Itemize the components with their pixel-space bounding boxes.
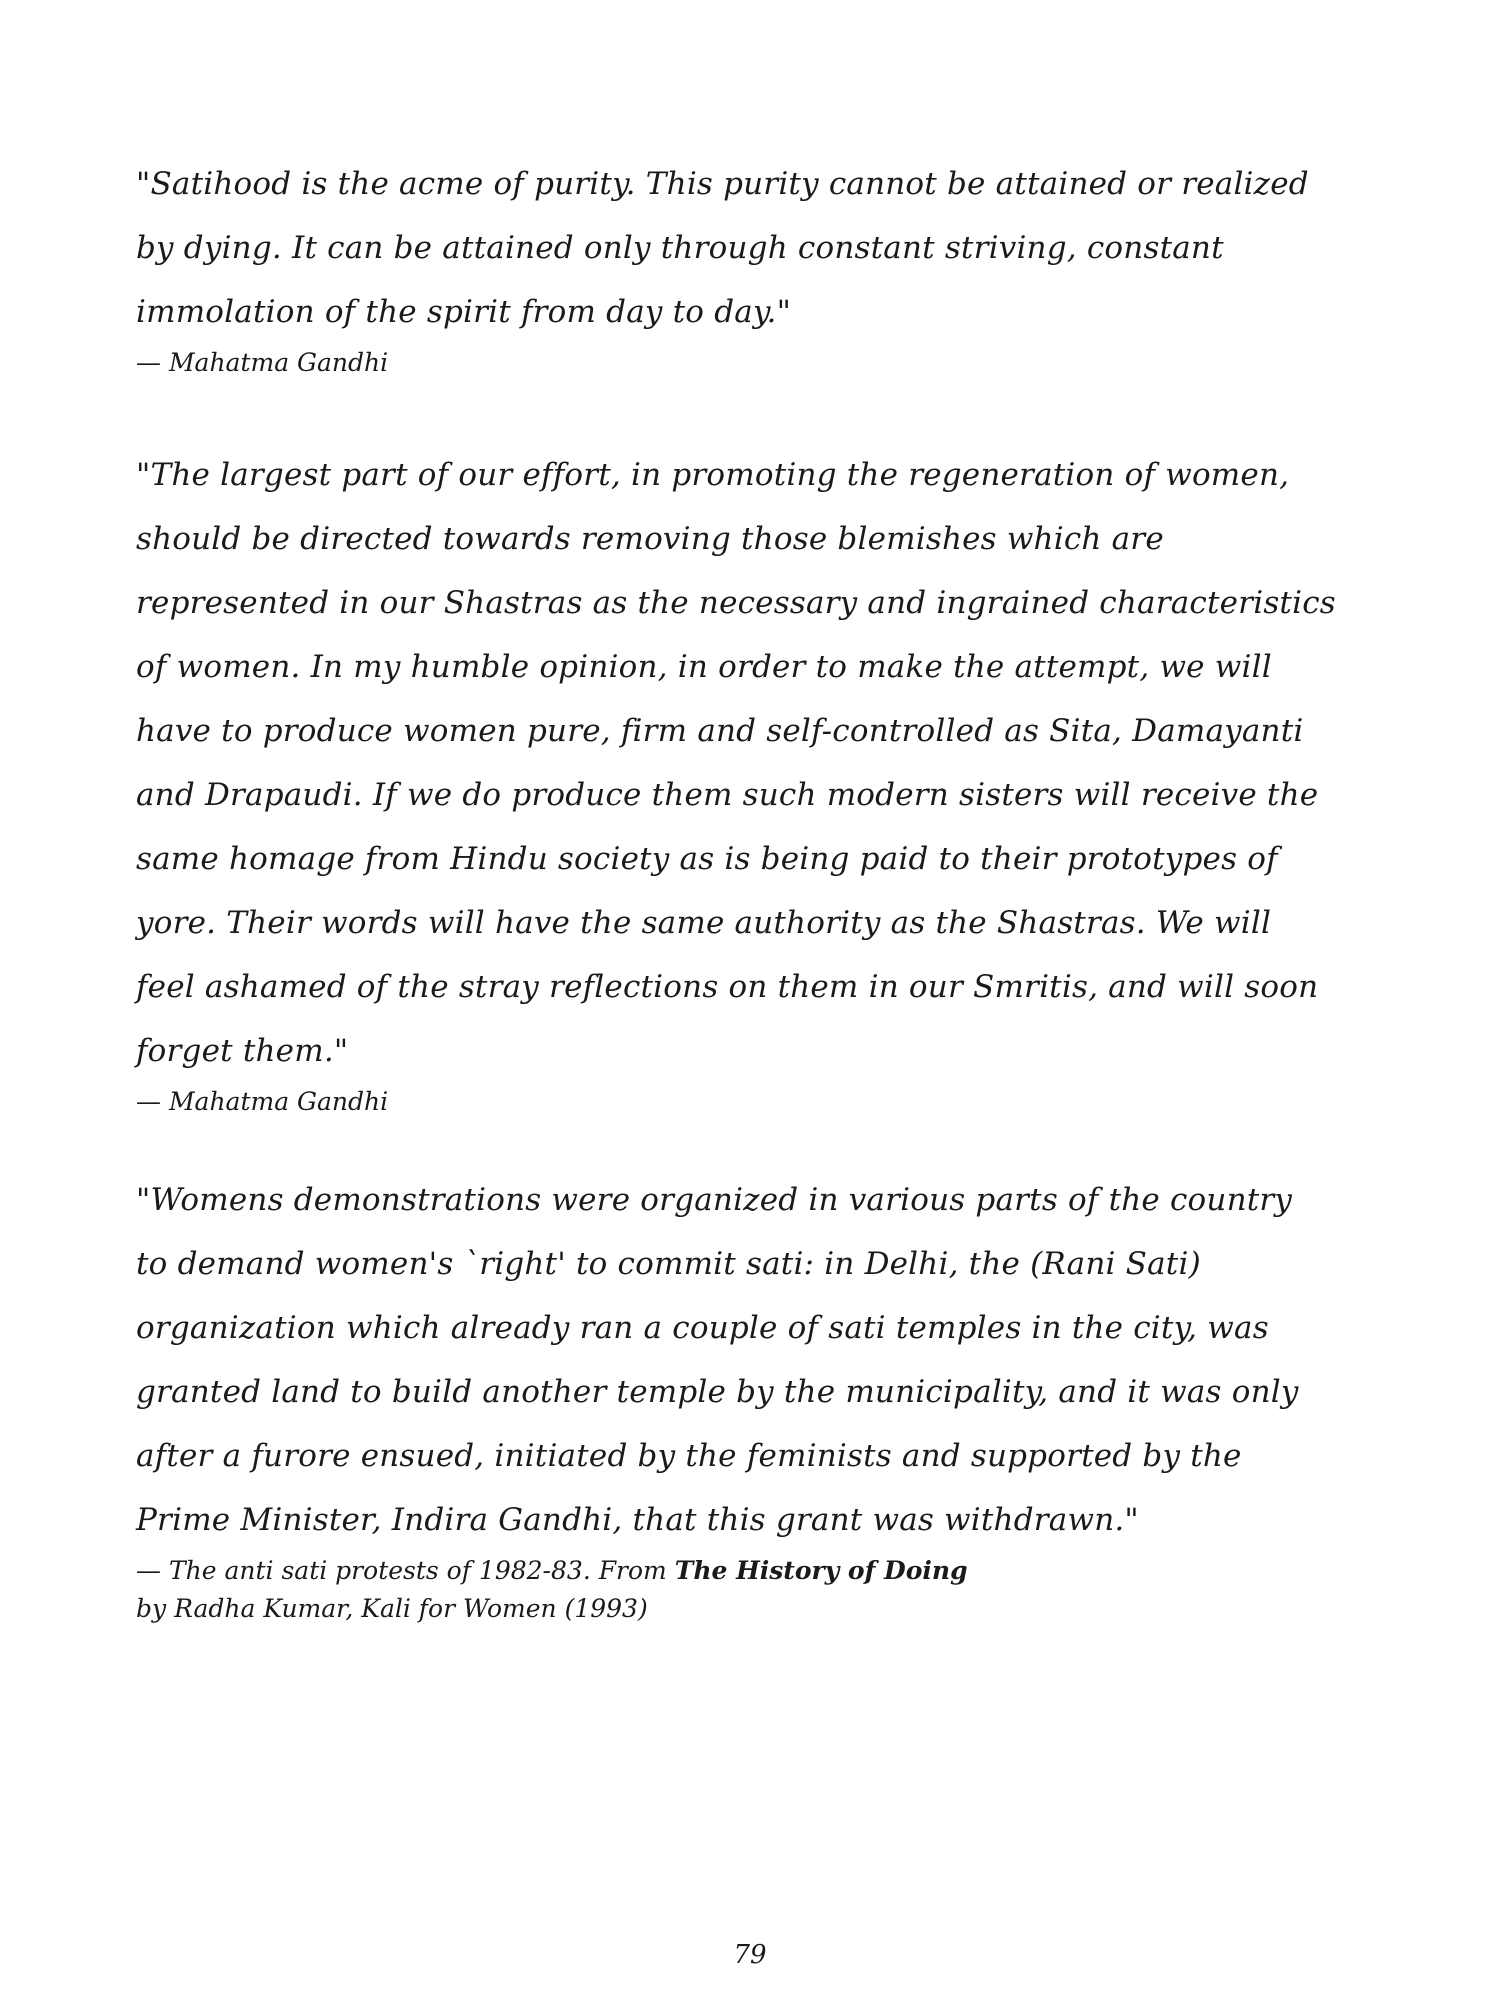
page-number: 79 <box>733 1940 767 1970</box>
quote-line: and Drapaudi. If we do produce them such modern sisters will receive the <box>136 777 1319 813</box>
quote-block-gandhi-regeneration <box>136 443 1366 1121</box>
book-title: The History of Doing <box>674 1556 968 1585</box>
quote-line: by dying. It can be attained only through constant striving, constant <box>136 230 1224 266</box>
quote-attribution: — Mahatma Gandhi <box>136 348 389 377</box>
quote-line: organization which already ran a couple of sati temples in the city, was <box>136 1310 1269 1346</box>
attribution-prefix: — The anti sati protests of 1982-83. From <box>136 1556 675 1585</box>
quote-line: immolation of the spirit from day to day." <box>136 294 792 330</box>
quote-line: Prime Minister, Indira Gandhi, that this grant was withdrawn." <box>136 1502 1139 1538</box>
quote-attribution <box>136 1552 1366 1590</box>
quote-line: same homage from Hindu society as is being paid to their prototypes of <box>136 841 1278 877</box>
quote-line: "Satihood is the acme of purity. This purity cannot be attained or realized <box>136 166 1309 202</box>
quote-attribution-source: by Radha Kumar, Kali for Women (1993) <box>136 1594 648 1623</box>
quote-text <box>136 443 1366 1083</box>
quote-line: feel ashamed of the stray reflections on them in our Smritis, and will soon <box>136 969 1319 1005</box>
quote-line: granted land to build another temple by the municipality, and it was only <box>136 1374 1299 1410</box>
quote-line: forget them." <box>136 1033 349 1069</box>
quote-line: of women. In my humble opinion, in order to make the attempt, we will <box>136 649 1272 685</box>
quote-line: should be directed towards removing those blemishes which are <box>136 521 1164 557</box>
quote-line: have to produce women pure, firm and self-controlled as Sita, Damayanti <box>136 713 1304 749</box>
quote-block-anti-sati-protests <box>136 1168 1366 1628</box>
quote-line: to demand women's `right' to commit sati: in Delhi, the (Rani Sati) <box>136 1246 1201 1282</box>
quote-line: "The largest part of our effort, in promoting the regeneration of women, <box>136 457 1290 493</box>
quote-block-gandhi-satihood <box>136 152 1366 382</box>
quote-attribution: — Mahatma Gandhi <box>136 1087 389 1116</box>
quote-text <box>136 1168 1366 1552</box>
quote-line: represented in our Shastras as the necessary and ingrained characteristics <box>136 585 1336 621</box>
quote-text <box>136 152 1366 344</box>
quote-line: yore. Their words will have the same authority as the Shastras. We will <box>136 905 1272 941</box>
quote-line: after a furore ensued, initiated by the feminists and supported by the <box>136 1438 1242 1474</box>
quote-line: "Womens demonstrations were organized in various parts of the country <box>136 1182 1293 1218</box>
